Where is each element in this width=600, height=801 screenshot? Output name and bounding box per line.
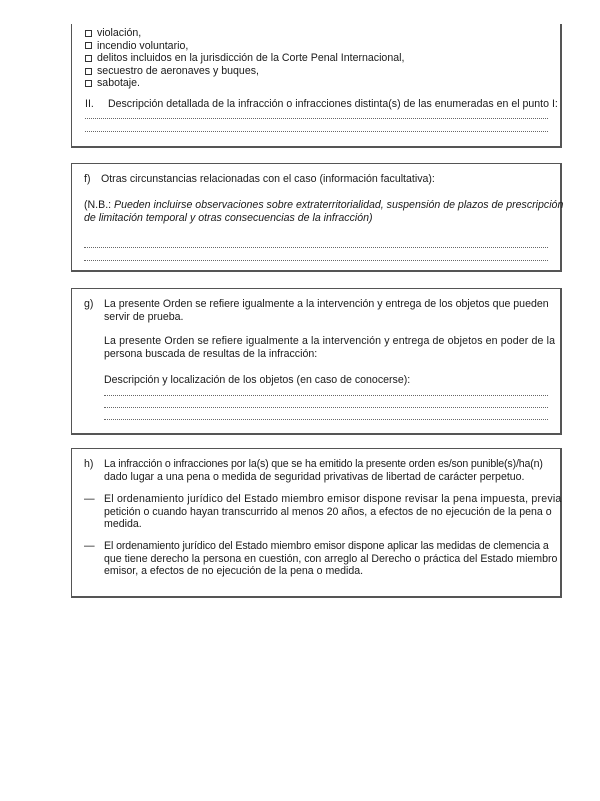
item-ii-text: Descripción detallada de la infracción o infracciones distinta(s) de las enumeradas en el punto I:	[107, 98, 558, 110]
section-f-box	[71, 163, 562, 272]
item-ii-heading	[85, 98, 558, 111]
checkbox-icon[interactable]	[85, 42, 92, 49]
section-h-letter: h)	[84, 458, 94, 470]
checkbox-item-secuestro[interactable]	[85, 65, 404, 78]
option-line: emisor, a efectos de no ejecución de la pena o medida.	[104, 565, 364, 578]
para-line: dado lugar a una pena o medida de seguridad privativas de libertad de carácter perpetuo.	[104, 470, 525, 483]
checkbox-icon[interactable]	[85, 68, 92, 75]
checkbox-label: violación,	[97, 27, 142, 39]
section-g-para3: Descripción y localización de los objetos (en caso de conocerse):	[104, 374, 411, 386]
checkbox-item-violacion[interactable]	[85, 27, 404, 40]
checkbox-item-corte-penal[interactable]	[85, 52, 404, 65]
offence-checkbox-list	[85, 27, 404, 90]
item-ii-number: II.	[85, 98, 94, 110]
blank-line-field[interactable]	[85, 110, 548, 119]
checkbox-icon[interactable]	[85, 80, 92, 87]
checkbox-item-sabotaje[interactable]	[85, 77, 404, 90]
dash-bullet: —	[84, 493, 95, 505]
dash-bullet: —	[84, 540, 95, 552]
option-line: medida.	[104, 518, 142, 531]
checkbox-label: secuestro de aeronaves y buques,	[97, 64, 259, 77]
option-line: que tiene derecho la persona en cuestión, con arreglo al Derecho o práctica del Estado miembro	[104, 552, 558, 565]
checkbox-label: delitos incluidos en la jurisdicción de la Corte Penal Internacional,	[97, 52, 405, 65]
para-line: La presente Orden se refiere igualmente a la intervención y entrega de los objetos que pueden	[104, 298, 549, 310]
section-h-box	[71, 448, 562, 598]
section-f-title: Otras circunstancias relacionadas con el caso (información facultativa):	[101, 173, 435, 185]
section-f-letter: f)	[84, 173, 91, 185]
checkbox-icon[interactable]	[85, 30, 92, 37]
note-italic-line2: de limitación temporal y otras consecuencias de la infracción)	[84, 211, 373, 224]
checkbox-label: incendio voluntario,	[97, 39, 189, 52]
section-g-para1	[104, 298, 549, 323]
checkbox-item-incendio[interactable]	[85, 40, 404, 53]
section-e-continued-box	[71, 24, 562, 148]
option-line: El ordenamiento jurídico del Estado miembro emisor dispone revisar la pena impuesta, previa	[104, 493, 562, 505]
section-f-note	[84, 199, 564, 224]
note-italic-line1: Pueden incluirse observaciones sobre extraterritorialidad, suspensión de plazos de prescripción	[114, 199, 564, 211]
checkbox-label: sabotaje.	[97, 77, 140, 90]
option-line: El ordenamiento jurídico del Estado miembro emisor dispone aplicar las medidas de clemencia a	[104, 540, 549, 552]
blank-line-field[interactable]	[104, 411, 548, 420]
para-line: servir de prueba.	[104, 310, 184, 323]
para-line: La presente Orden se refiere igualmente a la intervención y entrega de objetos en poder de la	[104, 335, 556, 347]
section-g-letter: g)	[84, 298, 94, 310]
section-g-para2	[104, 335, 555, 360]
blank-line-field[interactable]	[84, 239, 548, 248]
option-line: petición o cuando hayan transcurrido al menos 20 años, a efectos de no ejecución de la pena o	[104, 505, 552, 518]
para-line: La infracción o infracciones por la(s) que se ha emitido la presente orden es/son punible(s)/ha(n)	[104, 458, 543, 470]
note-prefix: (N.B.:	[84, 199, 115, 211]
blank-line-field[interactable]	[104, 387, 548, 396]
para-line: persona buscada de resultas de la infracción:	[104, 347, 318, 360]
blank-line-field[interactable]	[104, 399, 548, 408]
checkbox-icon[interactable]	[85, 55, 92, 62]
blank-line-field[interactable]	[85, 123, 548, 132]
blank-line-field[interactable]	[84, 252, 548, 261]
section-h-para1	[104, 458, 543, 483]
section-g-box	[71, 288, 562, 435]
